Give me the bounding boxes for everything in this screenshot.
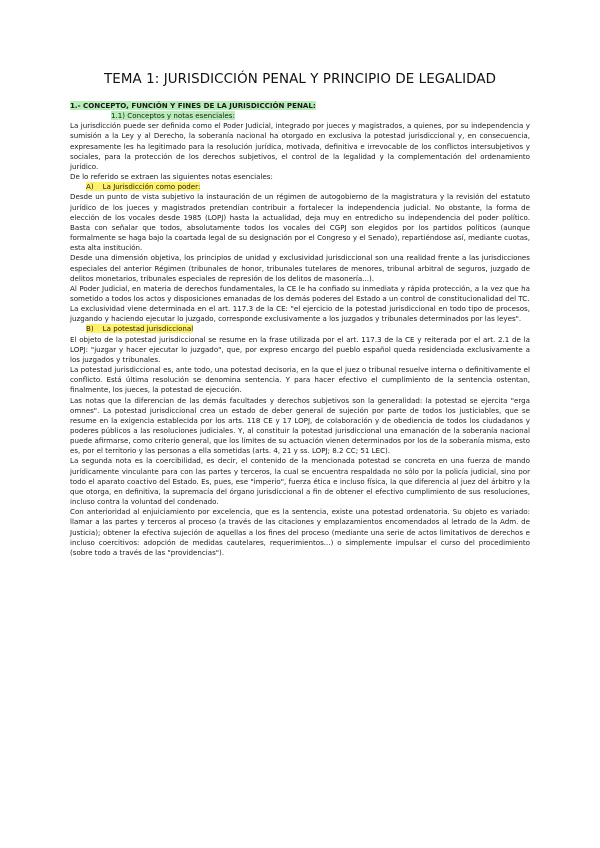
paragraph: De lo referido se extraen las siguientes notas esenciales: <box>70 172 273 182</box>
subheading-b <box>70 324 530 334</box>
paragraph: Al Poder Judicial, en materia de derechos fundamentales, la CE le ha confiado su inmediata y rápida protección, a la vez que ha sometido a todos los actos y disposiciones emanadas de los demás poderes del Estado a un control de constitucionalidad del TC. <box>70 283 530 303</box>
paragraph: La segunda nota es la coercibilidad, es decir, el contenido de la mencionada potestad se concreta en una fuerza de mando jurídicamente vinculante para con las partes y terceros, la cual se encuentra respaldada no sólo por la policía judicial, sino por todo el aparato coactivo del Estado. Es, pues, ese "imperio", fuerza ética e incluso física, la que diferencia al juez del árbitro y la que otorga, en definitiva, la supremacía del órgano jurisdiccional a fin de obtener el efectivo cumplimiento de sus resoluciones, incluso contra la voluntad del condenado. <box>70 456 530 507</box>
subheading-a-title: La Jurisdicción como poder: <box>102 182 201 192</box>
section-title: 1.- CONCEPTO, FUNCIÓN Y FINES DE LA JURISDICCIÓN PENAL: <box>70 101 316 110</box>
paragraph: La jurisdicción puede ser definida como el Poder Judicial, integrado por jueces y magistrados, a quienes, por su independencia y sumisión a la Ley y al Derecho, la soberanía nacional ha otorgado en exclusiva la potestad jurisdiccional y, en consecuencia, expresamente les ha legitimado para la resolución jurídica, motivada, definitiva e irrevocable de los conflictos intersubjetivos y sociales, para la protección de los derechos subjetivos, el control de la legalidad y la complementación del ordenamiento jurídico. <box>70 121 530 171</box>
paragraph: El objeto de la potestad jurisdiccional se resume en la frase utilizada por el art. 117.3 de la CE y reiterada por el art. 2.1 de la LOPJ: "juzgar y hacer ejecutar lo juzgado", que, por expreso encargo del pueblo español queda residenciada exclusivamente a los juzgados y tribunales. <box>70 334 530 364</box>
subsection-heading <box>70 111 530 121</box>
document-title: TEMA 1: JURISDICCIÓN PENAL Y PRINCIPIO DE LEGALIDAD <box>104 72 496 87</box>
paragraph: Con anterioridad al enjuiciamiento por excelencia, que es la sentencia, existe una potestad ordenatoria. Su objeto es variado: llamar a las partes y terceros al proceso (a través de las citaciones y emplazamientos encomendados al letrado de la Adm. de Justicia); obtener la efectiva sujeción de aquellas a los fines del proceso (mediante una serie de actos limitativos de derechos e incluso coercitivos: adopción de medidas cautelares, requerimientos...) o simplemente impulsar el curso del procedimiento (sobre todo a través de las "providencias"). <box>70 507 530 557</box>
paragraph: Desde un punto de vista subjetivo la instauración de un régimen de autogobierno de la magistratura y la revisión del estatuto jurídico de los jueces y magistrados pretendían contribuir a fortalecer la independencia judicial. No obstante, la forma de elección de los vocales desde 1985 (LOPJ) hasta la actualidad, deja muy en entredicho su independencia del poder político. Basta con señalar que todos, absolutamente todos los vocales del CGPJ son elegidos por los partidos políticos (aunque formalmente se haga bajo la coartada legal de su designación por el Congreso y el Senado), repartiéndose así, mediante cuotas, esta alta institución. <box>70 192 530 253</box>
paragraph: La exclusividad viene determinada en el art. 117.3 de la CE: "el ejercicio de la potestad jurisdiccional en todo tipo de procesos, juzgando y haciendo ejecutar lo juzgado, corresponde exclusivamente a los juzgados y tribunales determinados por las leyes". <box>70 304 530 324</box>
paragraph: Las notas que la diferencian de las demás facultades y derechos subjetivos son la generalidad: la potestad se ejercita "erga omnes". La potestad jurisdiccional crea un estado de deber general de sujeción por parte de todos los justiciables, que se resume en la exigencia establecida por los arts. 118 CE y 17 LOPJ, de colaboración y de obediencia de todos los ciudadanos y poderes públicos a las resoluciones judiciales. Y, al constituir la potestad jurisdiccional una emanación de la soberanía nacional puede afirmarse, como criterio general, que los límites de su actuación vienen determinados por los de la soberanía misma, esto es, por el territorio y las personas a ella sometidas (arts. 4, 21 y ss. LOPJ; 8.2 CC; 51 LEC). <box>70 395 530 456</box>
subheading-b-title: La potestad jurisdiccional <box>102 324 194 334</box>
subheading-a-letter: A) <box>86 182 94 192</box>
paragraph: Desde una dimensión objetiva, los principios de unidad y exclusividad jurisdiccional son una realidad frente a las jurisdicciones especiales del anterior Régimen (tribunales de honor, tribunales tutelares de menores, tribunal arbitral de seguros, juzgado de delitos monetarios, tribunales especiales de represión de los delitos de masonería...). <box>70 253 530 283</box>
subheading-a-label <box>86 182 200 191</box>
section-heading <box>70 101 530 111</box>
subsection-title: 1.1) Conceptos y notas esenciales: <box>111 111 235 121</box>
subheading-a <box>70 182 530 192</box>
subheading-b-label <box>86 324 193 333</box>
document-body <box>70 101 530 558</box>
subheading-b-letter: B) <box>86 324 94 334</box>
paragraph: La potestad jurisdiccional es, ante todo, una potestad decisoria, en la que el juez o tribunal resuelve interna o definitivamente el conflicto. Está última resolución se denomina sentencia. Y para hacer efectivo el cumplimiento de la sentencia ostentan, finalmente, los jueces, la potestad de ejecución. <box>70 365 530 395</box>
